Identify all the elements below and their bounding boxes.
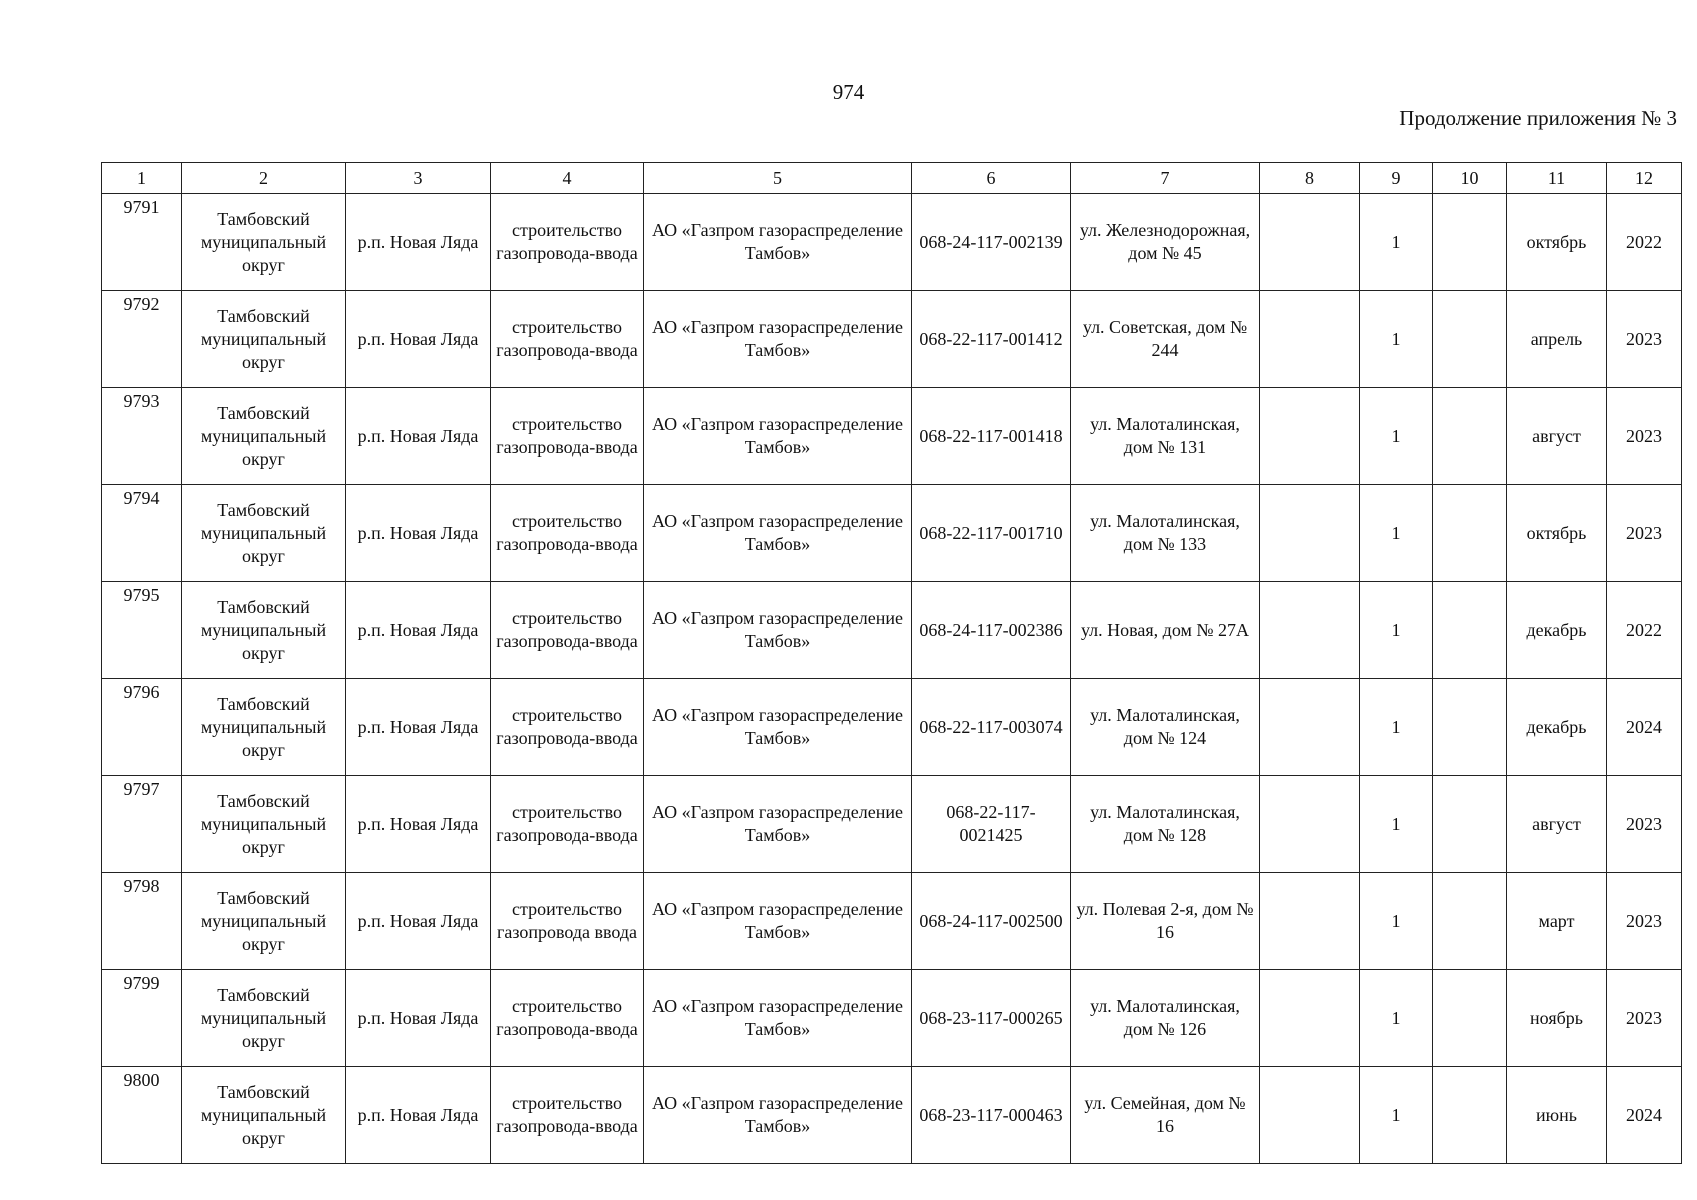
count-cell: 1: [1360, 291, 1433, 388]
col8-cell: [1260, 970, 1360, 1067]
settlement-cell: р.п. Новая Ляда: [346, 582, 491, 679]
header-cell: 10: [1433, 163, 1507, 194]
table-row: [102, 388, 1682, 485]
col8-cell: [1260, 291, 1360, 388]
row-number-cell: 9795: [102, 582, 182, 679]
work-type-cell: строительство газопровода-ввода: [491, 194, 644, 291]
year-cell: 2022: [1607, 194, 1682, 291]
year-cell: 2023: [1607, 388, 1682, 485]
table-row: [102, 291, 1682, 388]
row-number-cell: 9798: [102, 873, 182, 970]
year-cell: 2024: [1607, 1067, 1682, 1164]
col10-cell: [1433, 388, 1507, 485]
settlement-cell: р.п. Новая Ляда: [346, 776, 491, 873]
col10-cell: [1433, 291, 1507, 388]
table-row: [102, 194, 1682, 291]
year-cell: 2023: [1607, 291, 1682, 388]
year-cell: 2023: [1607, 776, 1682, 873]
header-cell: 5: [644, 163, 912, 194]
address-cell: ул. Малоталинская, дом № 131: [1071, 388, 1260, 485]
col8-cell: [1260, 1067, 1360, 1164]
col10-cell: [1433, 970, 1507, 1067]
table-row: [102, 485, 1682, 582]
header-cell: 7: [1071, 163, 1260, 194]
row-number-cell: 9792: [102, 291, 182, 388]
count-cell: 1: [1360, 776, 1433, 873]
year-cell: 2022: [1607, 582, 1682, 679]
year-cell: 2023: [1607, 873, 1682, 970]
organization-cell: АО «Газпром газораспределение Тамбов»: [644, 291, 912, 388]
month-cell: октябрь: [1507, 485, 1607, 582]
code-cell: 068-24-117-002386: [912, 582, 1071, 679]
year-cell: 2023: [1607, 970, 1682, 1067]
header-cell: 9: [1360, 163, 1433, 194]
organization-cell: АО «Газпром газораспределение Тамбов»: [644, 485, 912, 582]
code-cell: 068-23-117-000463: [912, 1067, 1071, 1164]
col10-cell: [1433, 679, 1507, 776]
appendix-title: Продолжение приложения № 3: [1399, 106, 1677, 130]
count-cell: 1: [1360, 388, 1433, 485]
header-cell: 1: [102, 163, 182, 194]
address-cell: ул. Малоталинская, дом № 133: [1071, 485, 1260, 582]
col8-cell: [1260, 679, 1360, 776]
settlement-cell: р.п. Новая Ляда: [346, 873, 491, 970]
address-cell: ул. Малоталинская, дом № 126: [1071, 970, 1260, 1067]
code-cell: 068-22-117-0021425: [912, 776, 1071, 873]
work-type-cell: строительство газопровода-ввода: [491, 679, 644, 776]
count-cell: 1: [1360, 679, 1433, 776]
district-cell: Тамбовский муниципальный округ: [182, 194, 346, 291]
table-row: [102, 582, 1682, 679]
district-cell: Тамбовский муниципальный округ: [182, 485, 346, 582]
month-cell: ноябрь: [1507, 970, 1607, 1067]
settlement-cell: р.п. Новая Ляда: [346, 970, 491, 1067]
col8-cell: [1260, 194, 1360, 291]
month-cell: июнь: [1507, 1067, 1607, 1164]
address-cell: ул. Железнодорожная, дом № 45: [1071, 194, 1260, 291]
row-number-cell: 9791: [102, 194, 182, 291]
month-cell: декабрь: [1507, 679, 1607, 776]
col10-cell: [1433, 194, 1507, 291]
month-cell: август: [1507, 388, 1607, 485]
header-cell: 4: [491, 163, 644, 194]
work-type-cell: строительство газопровода-ввода: [491, 388, 644, 485]
district-cell: Тамбовский муниципальный округ: [182, 1067, 346, 1164]
col8-cell: [1260, 388, 1360, 485]
year-cell: 2023: [1607, 485, 1682, 582]
count-cell: 1: [1360, 582, 1433, 679]
work-type-cell: строительство газопровода ввода: [491, 873, 644, 970]
header-cell: 3: [346, 163, 491, 194]
work-type-cell: строительство газопровода-ввода: [491, 582, 644, 679]
work-type-cell: строительство газопровода-ввода: [491, 291, 644, 388]
month-cell: август: [1507, 776, 1607, 873]
organization-cell: АО «Газпром газораспределение Тамбов»: [644, 970, 912, 1067]
table-row: [102, 970, 1682, 1067]
settlement-cell: р.п. Новая Ляда: [346, 485, 491, 582]
header-cell: 11: [1507, 163, 1607, 194]
header-row: [102, 163, 1682, 194]
header-cell: 8: [1260, 163, 1360, 194]
settlement-cell: р.п. Новая Ляда: [346, 679, 491, 776]
organization-cell: АО «Газпром газораспределение Тамбов»: [644, 776, 912, 873]
district-cell: Тамбовский муниципальный округ: [182, 873, 346, 970]
col10-cell: [1433, 485, 1507, 582]
address-cell: ул. Советская, дом № 244: [1071, 291, 1260, 388]
code-cell: 068-23-117-000265: [912, 970, 1071, 1067]
organization-cell: АО «Газпром газораспределение Тамбов»: [644, 873, 912, 970]
district-cell: Тамбовский муниципальный округ: [182, 582, 346, 679]
count-cell: 1: [1360, 1067, 1433, 1164]
count-cell: 1: [1360, 970, 1433, 1067]
work-type-cell: строительство газопровода-ввода: [491, 776, 644, 873]
col8-cell: [1260, 582, 1360, 679]
header-cell: 2: [182, 163, 346, 194]
code-cell: 068-22-117-001418: [912, 388, 1071, 485]
month-cell: декабрь: [1507, 582, 1607, 679]
page-number: 974: [832, 80, 865, 104]
col8-cell: [1260, 873, 1360, 970]
address-cell: ул. Малоталинская, дом № 124: [1071, 679, 1260, 776]
organization-cell: АО «Газпром газораспределение Тамбов»: [644, 194, 912, 291]
address-cell: ул. Семейная, дом № 16: [1071, 1067, 1260, 1164]
work-type-cell: строительство газопровода-ввода: [491, 485, 644, 582]
count-cell: 1: [1360, 194, 1433, 291]
col10-cell: [1433, 776, 1507, 873]
organization-cell: АО «Газпром газораспределение Тамбов»: [644, 582, 912, 679]
address-cell: ул. Малоталинская, дом № 128: [1071, 776, 1260, 873]
settlement-cell: р.п. Новая Ляда: [346, 291, 491, 388]
settlement-cell: р.п. Новая Ляда: [346, 1067, 491, 1164]
organization-cell: АО «Газпром газораспределение Тамбов»: [644, 679, 912, 776]
code-cell: 068-24-117-002500: [912, 873, 1071, 970]
header-cell: 12: [1607, 163, 1682, 194]
district-cell: Тамбовский муниципальный округ: [182, 388, 346, 485]
work-type-cell: строительство газопровода-ввода: [491, 1067, 644, 1164]
col10-cell: [1433, 873, 1507, 970]
col10-cell: [1433, 582, 1507, 679]
row-number-cell: 9797: [102, 776, 182, 873]
table-body: [102, 194, 1682, 1164]
row-number-cell: 9794: [102, 485, 182, 582]
row-number-cell: 9793: [102, 388, 182, 485]
year-cell: 2024: [1607, 679, 1682, 776]
address-cell: ул. Новая, дом № 27А: [1071, 582, 1260, 679]
code-cell: 068-22-117-003074: [912, 679, 1071, 776]
col10-cell: [1433, 1067, 1507, 1164]
district-cell: Тамбовский муниципальный округ: [182, 776, 346, 873]
organization-cell: АО «Газпром газораспределение Тамбов»: [644, 1067, 912, 1164]
row-number-cell: 9799: [102, 970, 182, 1067]
header-cell: 6: [912, 163, 1071, 194]
data-table: [101, 162, 1682, 1164]
district-cell: Тамбовский муниципальный округ: [182, 970, 346, 1067]
code-cell: 068-24-117-002139: [912, 194, 1071, 291]
code-cell: 068-22-117-001710: [912, 485, 1071, 582]
settlement-cell: р.п. Новая Ляда: [346, 194, 491, 291]
month-cell: апрель: [1507, 291, 1607, 388]
month-cell: март: [1507, 873, 1607, 970]
code-cell: 068-22-117-001412: [912, 291, 1071, 388]
work-type-cell: строительство газопровода-ввода: [491, 970, 644, 1067]
settlement-cell: р.п. Новая Ляда: [346, 388, 491, 485]
month-cell: октябрь: [1507, 194, 1607, 291]
address-cell: ул. Полевая 2-я, дом № 16: [1071, 873, 1260, 970]
col8-cell: [1260, 776, 1360, 873]
table-row: [102, 873, 1682, 970]
count-cell: 1: [1360, 485, 1433, 582]
row-number-cell: 9800: [102, 1067, 182, 1164]
table-row: [102, 679, 1682, 776]
row-number-cell: 9796: [102, 679, 182, 776]
table-row: [102, 1067, 1682, 1164]
organization-cell: АО «Газпром газораспределение Тамбов»: [644, 388, 912, 485]
district-cell: Тамбовский муниципальный округ: [182, 291, 346, 388]
table-row: [102, 776, 1682, 873]
district-cell: Тамбовский муниципальный округ: [182, 679, 346, 776]
count-cell: 1: [1360, 873, 1433, 970]
col8-cell: [1260, 485, 1360, 582]
